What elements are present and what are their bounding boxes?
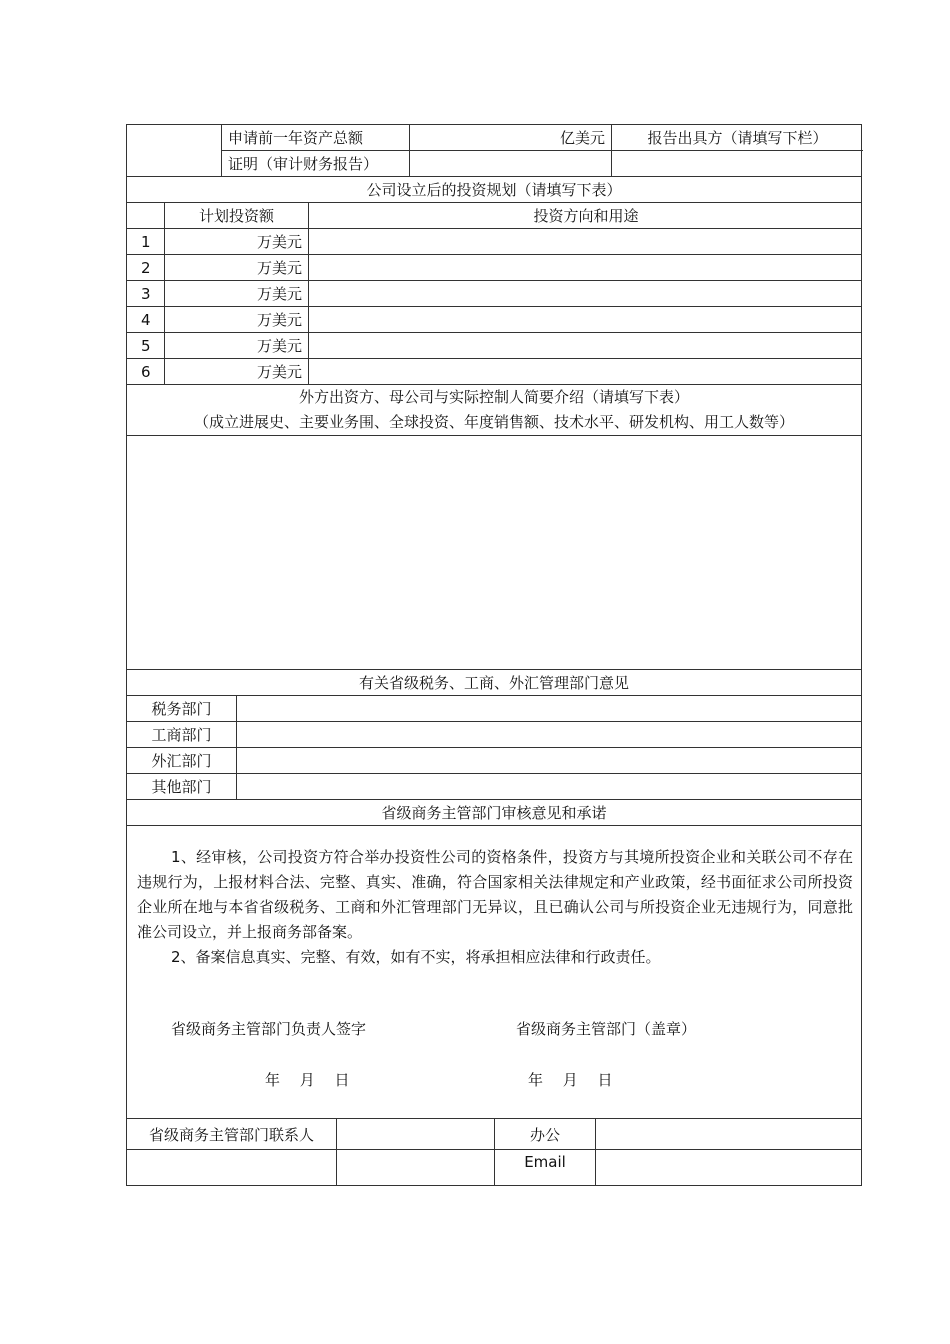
signature-date: 年 月 日 bbox=[265, 1071, 350, 1089]
investment-row bbox=[126, 254, 862, 280]
intro-title-line-2: （成立进展史、主要业务围、全球投资、年度销售额、技术水平、研发机构、用工人数等） bbox=[193, 413, 794, 431]
review-paragraph-1: 1、经审核，公司投资方符合举办投资性公司的资格条件，投资方与其境所投资企业和关联公司不存在违规行为，上报材料合法、完整、真实、准确，符合国家相关法律规定和产业政策，经书面征求公司所投资企业所在地与本省省级税务、工商和外汇管理部门无异议，且已确认公司与所投资企业无违规行为，同意批准公司设立，并上报商务部备案。 bbox=[137, 848, 853, 941]
investment-row bbox=[126, 228, 862, 254]
office-label: 办公 bbox=[494, 1119, 595, 1149]
department-opinion-field[interactable] bbox=[236, 774, 863, 799]
contact-row-2 bbox=[126, 1149, 862, 1186]
department-label: 工商部门 bbox=[151, 726, 212, 744]
row-number: 6 bbox=[141, 362, 151, 381]
amount-field[interactable]: 万美元 bbox=[164, 333, 308, 358]
department-row bbox=[126, 747, 862, 773]
department-opinion-field[interactable] bbox=[236, 748, 863, 773]
row-number: 2 bbox=[141, 258, 151, 277]
review-title: 省级商务主管部门审核意见和承诺 bbox=[381, 804, 607, 822]
row-number: 5 bbox=[141, 336, 151, 355]
col-amount-header: 计划投资额 bbox=[164, 203, 308, 228]
amount-field[interactable]: 万美元 bbox=[164, 255, 308, 280]
assets-row-1 bbox=[126, 124, 862, 150]
investment-row bbox=[126, 358, 862, 384]
investment-plan-header bbox=[126, 202, 862, 228]
seal-label: 省级商务主管部门（盖章） bbox=[516, 1020, 697, 1038]
department-row bbox=[126, 721, 862, 747]
contact-extra-field[interactable] bbox=[336, 1150, 494, 1185]
department-opinion-field[interactable] bbox=[236, 722, 863, 747]
office-phone-field[interactable] bbox=[595, 1119, 863, 1149]
assets-row-2 bbox=[126, 150, 862, 176]
application-form bbox=[126, 124, 862, 1186]
contact-blank-cell bbox=[127, 1150, 336, 1185]
intro-title bbox=[127, 385, 861, 435]
review-paragraph-2: 2、备案信息真实、完整、有效，如有不实，将承担相应法律和行政责任。 bbox=[171, 948, 661, 966]
review-text bbox=[137, 845, 853, 970]
intro-text-area[interactable] bbox=[126, 435, 862, 669]
signature-label: 省级商务主管部门负责人签字 bbox=[171, 1020, 367, 1038]
investment-row bbox=[126, 306, 862, 332]
amount-field[interactable]: 万美元 bbox=[164, 359, 308, 384]
amount-field[interactable]: 万美元 bbox=[164, 229, 308, 254]
report-issuer-label: 报告出具方（请填写下栏） bbox=[611, 125, 863, 150]
contact-row-1 bbox=[126, 1118, 862, 1149]
direction-field[interactable] bbox=[308, 255, 863, 280]
amount-field[interactable]: 万美元 bbox=[164, 307, 308, 332]
direction-field[interactable] bbox=[308, 359, 863, 384]
direction-field[interactable] bbox=[308, 229, 863, 254]
department-opinion-field[interactable] bbox=[236, 696, 863, 721]
department-row bbox=[126, 695, 862, 721]
assets-label-1: 申请前一年资产总额 bbox=[221, 125, 409, 150]
investment-row bbox=[126, 280, 862, 306]
direction-field[interactable] bbox=[308, 333, 863, 358]
department-label: 外汇部门 bbox=[151, 752, 212, 770]
assets-value-field[interactable] bbox=[409, 150, 611, 176]
department-label: 税务部门 bbox=[151, 700, 212, 718]
col-direction-header: 投资方向和用途 bbox=[308, 203, 863, 228]
row-number: 1 bbox=[141, 232, 151, 251]
contact-name-field[interactable] bbox=[336, 1119, 494, 1149]
assets-unit: 亿美元 bbox=[409, 125, 611, 150]
email-field[interactable] bbox=[595, 1150, 863, 1185]
review-section bbox=[126, 825, 862, 1118]
report-issuer-field[interactable] bbox=[611, 150, 863, 176]
opinions-title: 有关省级税务、工商、外汇管理部门意见 bbox=[358, 674, 629, 692]
department-row bbox=[126, 773, 862, 799]
direction-field[interactable] bbox=[308, 281, 863, 306]
department-label: 其他部门 bbox=[151, 778, 212, 796]
investment-plan-title-row bbox=[126, 176, 862, 202]
opinions-title-row bbox=[126, 669, 862, 695]
investment-plan-title: 公司设立后的投资规划（请填写下表） bbox=[366, 181, 622, 199]
row-number: 3 bbox=[141, 284, 151, 303]
assets-label-2: 证明（审计财务报告） bbox=[221, 150, 409, 176]
review-title-row bbox=[126, 799, 862, 825]
amount-field[interactable]: 万美元 bbox=[164, 281, 308, 306]
contact-label: 省级商务主管部门联系人 bbox=[148, 1125, 314, 1144]
row-number: 4 bbox=[141, 310, 151, 329]
direction-field[interactable] bbox=[308, 307, 863, 332]
email-label: Email bbox=[494, 1150, 595, 1185]
investment-row bbox=[126, 332, 862, 358]
intro-title-line-1: 外方出资方、母公司与实际控制人简要介绍（请填写下表） bbox=[298, 388, 689, 406]
seal-date: 年 月 日 bbox=[528, 1071, 613, 1089]
intro-title-row bbox=[126, 384, 862, 435]
